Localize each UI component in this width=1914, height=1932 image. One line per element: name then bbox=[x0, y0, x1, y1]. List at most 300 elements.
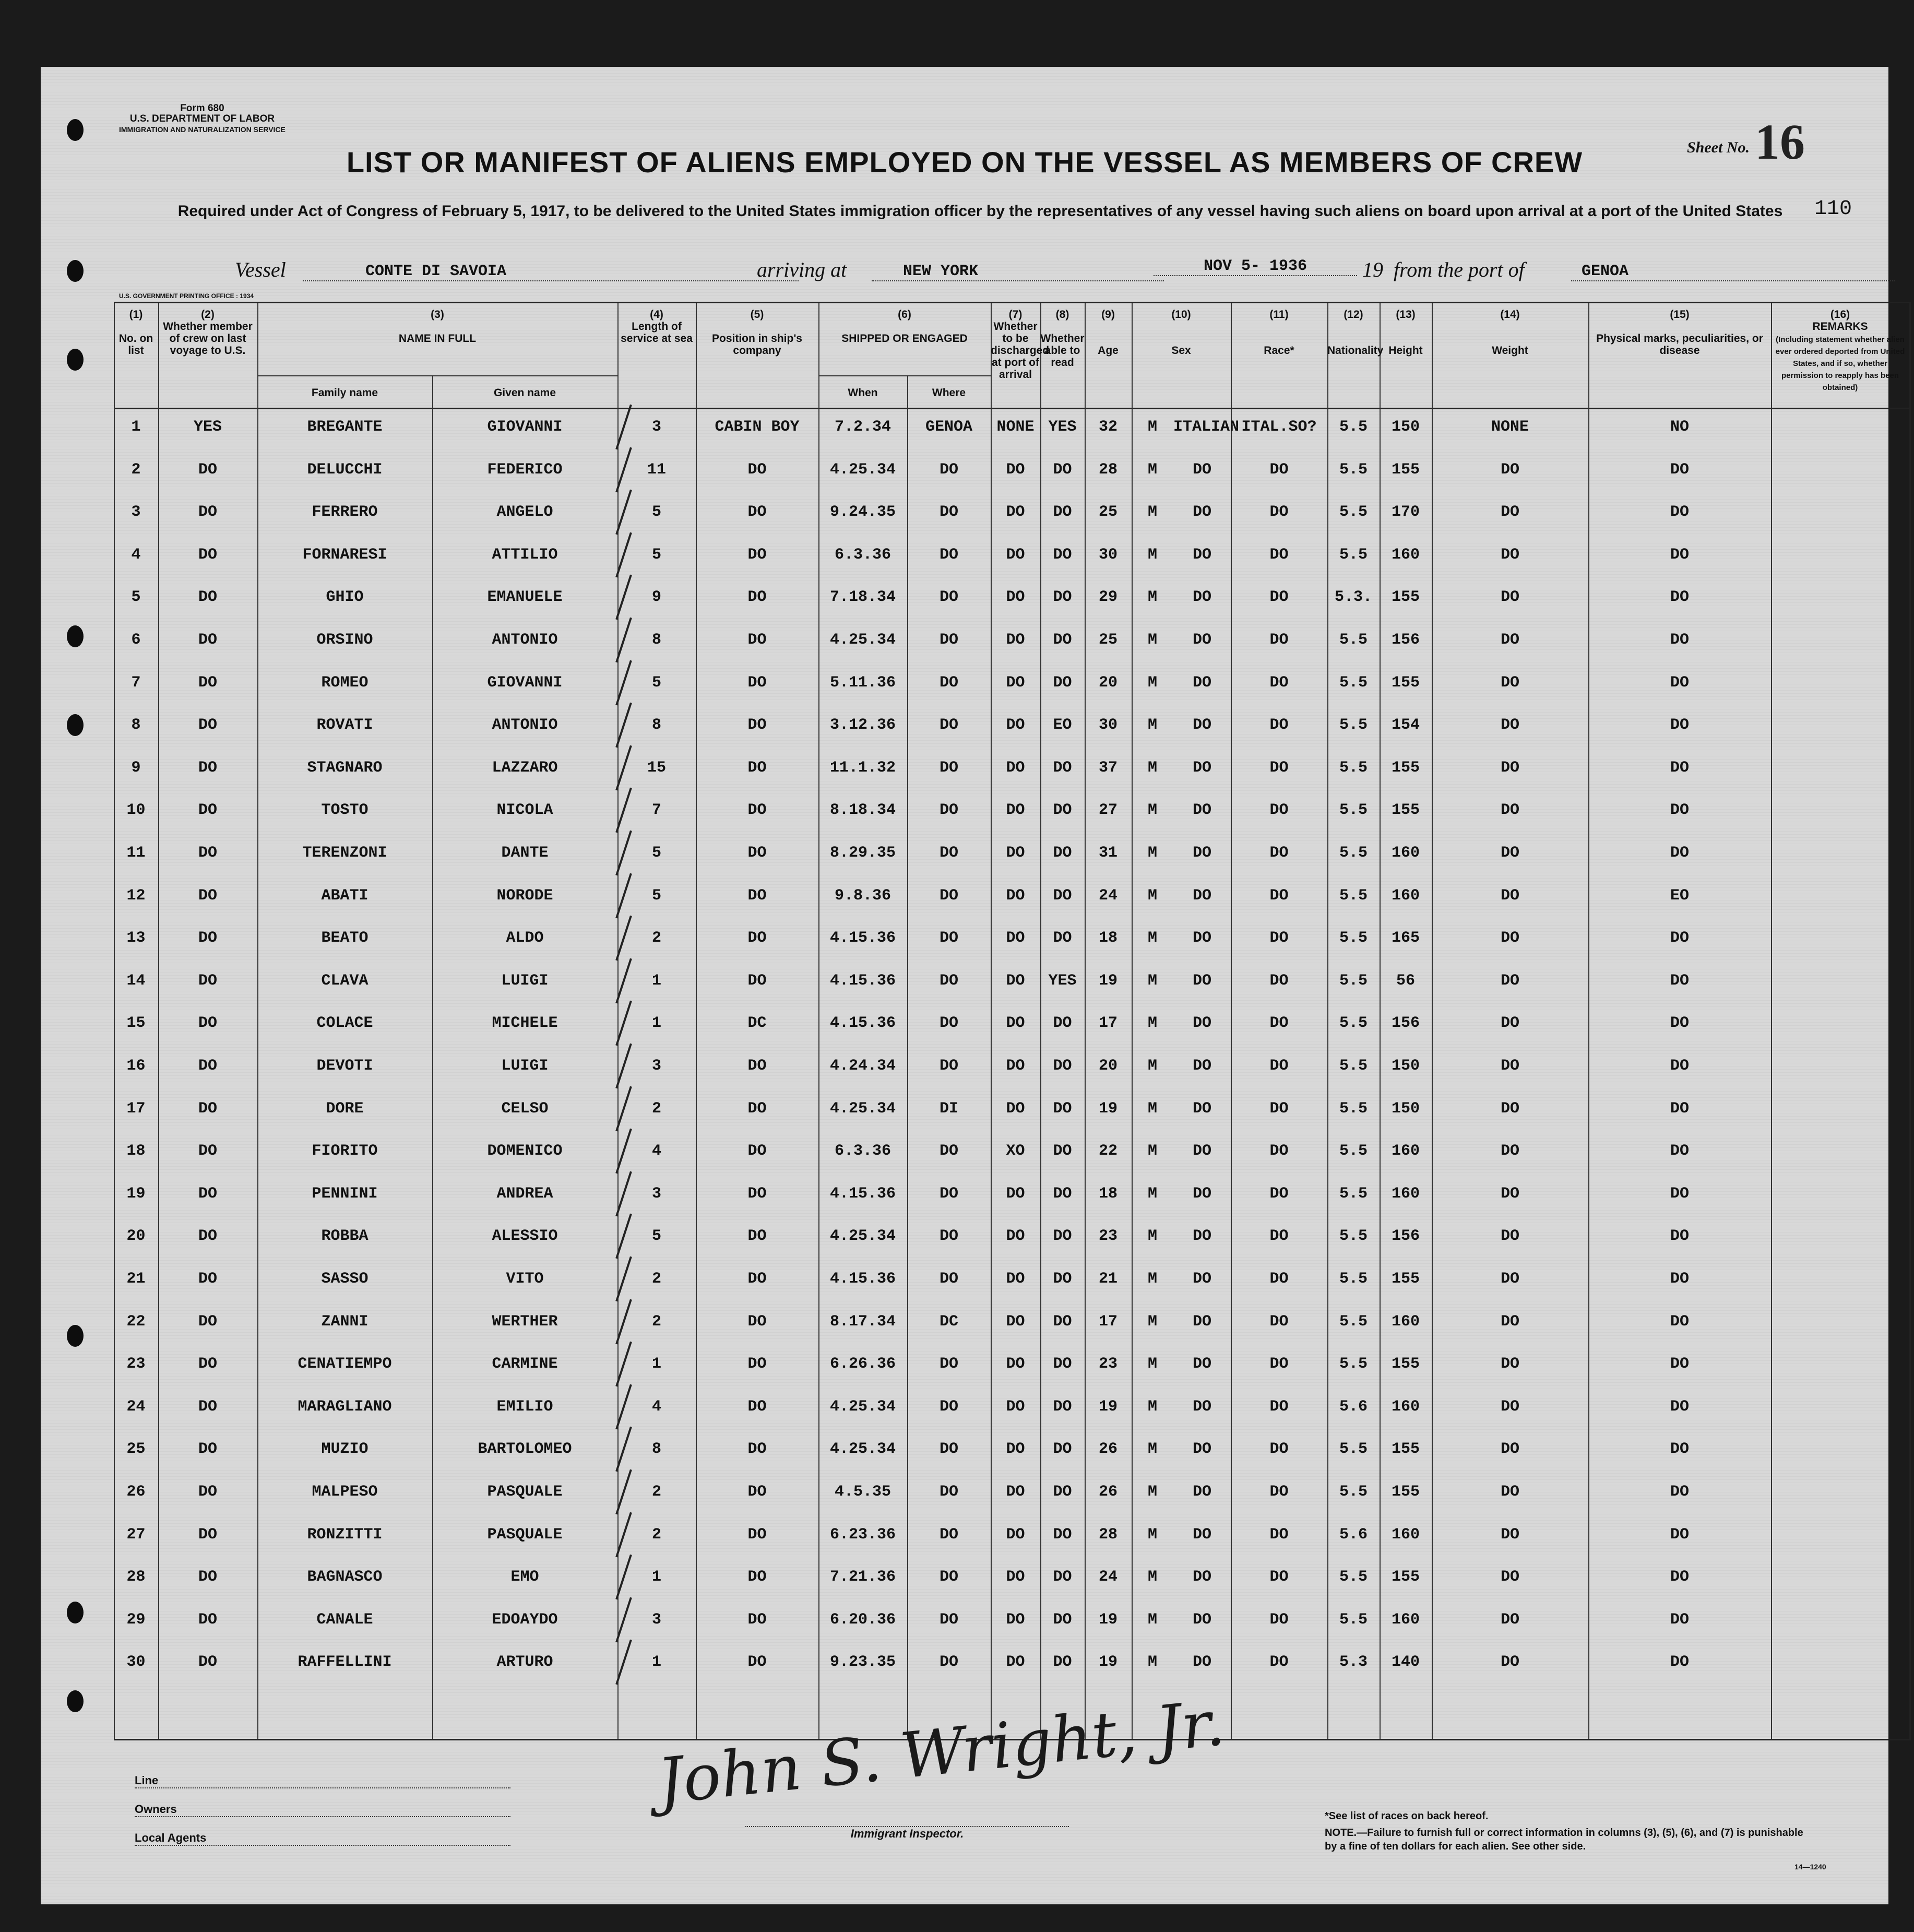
family-name: BEATO bbox=[321, 929, 368, 947]
row-number: 9 bbox=[131, 758, 141, 777]
nationality: DO bbox=[1269, 886, 1289, 905]
race: DO bbox=[1192, 1568, 1211, 1586]
family-name: CLAVA bbox=[321, 971, 368, 990]
nationality: DO bbox=[1269, 1397, 1289, 1416]
remarks: DO bbox=[1670, 1483, 1689, 1501]
family-name: FIORITO bbox=[312, 1142, 378, 1160]
nationality: DO bbox=[1269, 588, 1289, 607]
sex: M bbox=[1147, 1483, 1157, 1501]
remarks: EO bbox=[1670, 886, 1689, 905]
height: 5.5 bbox=[1339, 1355, 1368, 1373]
printing-note: U.S. GOVERNMENT PRINTING OFFICE : 1934 bbox=[119, 292, 254, 300]
shipped-where: DO bbox=[939, 716, 958, 734]
prior-crew: DO bbox=[198, 631, 217, 649]
position: CABIN BOY bbox=[715, 418, 800, 436]
nationality: DO bbox=[1269, 1270, 1289, 1288]
service-years: 4 bbox=[651, 1397, 661, 1416]
remarks: DO bbox=[1670, 1312, 1689, 1331]
age: 28 bbox=[1098, 1525, 1118, 1544]
can-read: DO bbox=[1053, 1099, 1072, 1118]
height: 5.5 bbox=[1339, 1312, 1368, 1331]
remarks: DO bbox=[1670, 673, 1689, 692]
sex: M bbox=[1147, 1653, 1157, 1672]
weight: 155 bbox=[1391, 460, 1420, 479]
col-label-read: Whether able to read bbox=[1040, 333, 1085, 369]
shipped-when: 4.15.36 bbox=[829, 929, 896, 947]
table-row bbox=[114, 499, 1909, 542]
service-years: 15 bbox=[647, 758, 666, 777]
shipped-where: DO bbox=[939, 1014, 958, 1033]
age: 19 bbox=[1098, 1653, 1118, 1672]
prior-crew: DO bbox=[198, 1014, 217, 1033]
physical-marks: DO bbox=[1500, 1014, 1519, 1033]
can-read: DO bbox=[1053, 1312, 1072, 1331]
race: ITALIAN bbox=[1173, 418, 1240, 436]
discharged: DO bbox=[1006, 971, 1025, 990]
table-row bbox=[114, 755, 1909, 798]
row-number: 29 bbox=[126, 1610, 146, 1629]
given-name: NICOLA bbox=[496, 801, 553, 820]
weight: 155 bbox=[1391, 1355, 1420, 1373]
prior-crew: DO bbox=[198, 546, 217, 564]
sex: M bbox=[1147, 1270, 1157, 1288]
nationality: DO bbox=[1269, 546, 1289, 564]
discharged: DO bbox=[1006, 1099, 1025, 1118]
position: DO bbox=[747, 1227, 767, 1246]
row-number: 25 bbox=[126, 1440, 146, 1459]
weight: 155 bbox=[1391, 1270, 1420, 1288]
physical-marks: DO bbox=[1500, 546, 1519, 564]
can-read: DO bbox=[1053, 1014, 1072, 1033]
given-name: EMILIO bbox=[496, 1397, 553, 1416]
position: DO bbox=[747, 1099, 767, 1118]
punch-hole-icon bbox=[67, 1325, 84, 1347]
col-label-age: Age bbox=[1098, 345, 1119, 357]
inspector-signature: John S. Wright, Jr. bbox=[654, 1687, 1228, 1819]
nationality: ITAL.SO? bbox=[1241, 418, 1317, 436]
age: 20 bbox=[1098, 673, 1118, 692]
age: 26 bbox=[1098, 1440, 1118, 1459]
physical-marks: DO bbox=[1500, 1227, 1519, 1246]
row-number: 18 bbox=[126, 1142, 146, 1160]
weight: 156 bbox=[1391, 1014, 1420, 1033]
col-label-family: Family name bbox=[311, 387, 378, 399]
prior-crew: DO bbox=[198, 1270, 217, 1288]
discharged: DO bbox=[1006, 588, 1025, 607]
shipped-where: DO bbox=[939, 886, 958, 905]
discharged: DO bbox=[1006, 1525, 1025, 1544]
weight: 160 bbox=[1391, 546, 1420, 564]
row-number: 14 bbox=[126, 971, 146, 990]
row-number: 23 bbox=[126, 1355, 146, 1373]
shipped-when: 4.25.34 bbox=[829, 460, 896, 479]
can-read: DO bbox=[1053, 631, 1072, 649]
height: 5.5 bbox=[1339, 1142, 1368, 1160]
position: DO bbox=[747, 929, 767, 947]
shipped-when: 4.15.36 bbox=[829, 1184, 896, 1203]
row-number: 28 bbox=[126, 1568, 146, 1586]
weight: 160 bbox=[1391, 1397, 1420, 1416]
remarks: DO bbox=[1670, 1568, 1689, 1586]
can-read: DO bbox=[1053, 758, 1072, 777]
shipped-where: DO bbox=[939, 1525, 958, 1544]
shipped-where: DO bbox=[939, 1653, 958, 1672]
shipped-when: 6.3.36 bbox=[834, 1142, 891, 1160]
race: DO bbox=[1192, 971, 1211, 990]
family-name: RONZITTI bbox=[307, 1525, 383, 1544]
col-num-16: (16) bbox=[1830, 309, 1850, 321]
can-read: DO bbox=[1053, 1142, 1072, 1160]
race: DO bbox=[1192, 929, 1211, 947]
weight: 155 bbox=[1391, 1440, 1420, 1459]
family-name: MALPESO bbox=[312, 1483, 378, 1501]
age: 37 bbox=[1098, 758, 1118, 777]
height: 5.5 bbox=[1339, 1610, 1368, 1629]
discharged: DO bbox=[1006, 546, 1025, 564]
prior-crew: YES bbox=[193, 418, 222, 436]
age: 26 bbox=[1098, 1483, 1118, 1501]
shipped-when: 6.23.36 bbox=[829, 1525, 896, 1544]
can-read: DO bbox=[1053, 1057, 1072, 1075]
discharged: DO bbox=[1006, 1653, 1025, 1672]
shipped-when: 5.11.36 bbox=[829, 673, 896, 692]
race: DO bbox=[1192, 1525, 1211, 1544]
nationality: DO bbox=[1269, 716, 1289, 734]
age: 19 bbox=[1098, 971, 1118, 990]
vessel-line bbox=[235, 257, 1738, 289]
age: 24 bbox=[1098, 886, 1118, 905]
nationality: DO bbox=[1269, 1483, 1289, 1501]
family-name: ABATI bbox=[321, 886, 368, 905]
given-name: MICHELE bbox=[492, 1014, 558, 1033]
sex: M bbox=[1147, 716, 1157, 734]
age: 17 bbox=[1098, 1014, 1118, 1033]
service-years: 9 bbox=[651, 588, 661, 607]
prior-crew: DO bbox=[198, 886, 217, 905]
height: 5.5 bbox=[1339, 716, 1368, 734]
shipped-when: 4.15.36 bbox=[829, 1014, 896, 1033]
department-name: U.S. DEPARTMENT OF LABOR bbox=[129, 113, 275, 124]
col-num-4: (4) bbox=[650, 309, 663, 321]
remarks: DO bbox=[1670, 1227, 1689, 1246]
physical-marks: DO bbox=[1500, 1397, 1519, 1416]
physical-marks: DO bbox=[1500, 971, 1519, 990]
prior-crew: DO bbox=[198, 844, 217, 862]
height: 5.5 bbox=[1339, 801, 1368, 820]
service-years: 5 bbox=[651, 844, 661, 862]
position: DO bbox=[747, 1653, 767, 1672]
remarks: DO bbox=[1670, 1525, 1689, 1544]
service-years: 4 bbox=[651, 1142, 661, 1160]
crew-manifest-table bbox=[114, 302, 1911, 1740]
prior-crew: DO bbox=[198, 1610, 217, 1629]
table-row bbox=[114, 627, 1909, 670]
can-read: DO bbox=[1053, 1610, 1072, 1629]
shipped-where: DO bbox=[939, 503, 958, 521]
physical-marks: DO bbox=[1500, 1184, 1519, 1203]
weight: 160 bbox=[1391, 1312, 1420, 1331]
weight: 156 bbox=[1391, 631, 1420, 649]
physical-marks: DO bbox=[1500, 673, 1519, 692]
table-row bbox=[114, 414, 1909, 457]
row-number: 4 bbox=[131, 546, 141, 564]
shipped-where: DO bbox=[939, 1610, 958, 1629]
height: 5.3 bbox=[1339, 1653, 1368, 1672]
height: 5.5 bbox=[1339, 1184, 1368, 1203]
height: 5.5 bbox=[1339, 886, 1368, 905]
discharged: DO bbox=[1006, 631, 1025, 649]
remarks: DO bbox=[1670, 1099, 1689, 1118]
shipped-when: 8.17.34 bbox=[829, 1312, 896, 1331]
height: 5.6 bbox=[1339, 1525, 1368, 1544]
prior-crew: DO bbox=[198, 801, 217, 820]
physical-marks: DO bbox=[1500, 1142, 1519, 1160]
given-name: DOMENICO bbox=[487, 1142, 563, 1160]
shipped-when: 4.25.34 bbox=[829, 1099, 896, 1118]
col-label-crew: Whether member of crew on last voyage to U.S. bbox=[163, 321, 253, 357]
service-years: 1 bbox=[651, 1568, 661, 1586]
can-read: DO bbox=[1053, 546, 1072, 564]
table-row bbox=[114, 1564, 1909, 1607]
given-name: EMO bbox=[510, 1568, 539, 1586]
given-name: ANGELO bbox=[496, 503, 553, 521]
height: 5.5 bbox=[1339, 631, 1368, 649]
service-years: 5 bbox=[651, 503, 661, 521]
row-number: 2 bbox=[131, 460, 141, 479]
sex: M bbox=[1147, 1312, 1157, 1331]
given-name: VITO bbox=[506, 1270, 544, 1288]
sex: M bbox=[1147, 886, 1157, 905]
family-name: CANALE bbox=[316, 1610, 373, 1629]
position: DO bbox=[747, 758, 767, 777]
row-number: 1 bbox=[131, 418, 141, 436]
discharged: DO bbox=[1006, 1483, 1025, 1501]
shipped-where: DO bbox=[939, 1270, 958, 1288]
position: DO bbox=[747, 971, 767, 990]
row-number: 30 bbox=[126, 1653, 146, 1672]
prior-crew: DO bbox=[198, 1099, 217, 1118]
service-years: 11 bbox=[647, 460, 666, 479]
row-number: 16 bbox=[126, 1057, 146, 1075]
position: DO bbox=[747, 1057, 767, 1075]
page-subtitle: Required under Act of Congress of February 5, 1917, to be delivered to the United States immigration officer by the representatives of any vessel having such aliens on board upon arrival at a port of the United States bbox=[177, 203, 1783, 220]
service-years: 3 bbox=[651, 1610, 661, 1629]
row-number: 8 bbox=[131, 716, 141, 734]
prior-crew: DO bbox=[198, 929, 217, 947]
line-field: Line bbox=[135, 1774, 510, 1788]
shipped-where: DO bbox=[939, 1184, 958, 1203]
race: DO bbox=[1192, 588, 1211, 607]
service-years: 1 bbox=[651, 1014, 661, 1033]
remarks: DO bbox=[1670, 844, 1689, 862]
service-years: 2 bbox=[651, 1525, 661, 1544]
shipped-where: DO bbox=[939, 1142, 958, 1160]
physical-marks: DO bbox=[1500, 1355, 1519, 1373]
race: DO bbox=[1192, 1099, 1211, 1118]
remarks: DO bbox=[1670, 1142, 1689, 1160]
shipped-when: 6.26.36 bbox=[829, 1355, 896, 1373]
nationality: DO bbox=[1269, 503, 1289, 521]
remarks: DO bbox=[1670, 546, 1689, 564]
position: DC bbox=[747, 1014, 767, 1033]
punch-hole-icon bbox=[67, 625, 84, 647]
family-name: PENNINI bbox=[312, 1184, 378, 1203]
shipped-where: DO bbox=[939, 673, 958, 692]
row-number: 27 bbox=[126, 1525, 146, 1544]
family-name: ROBBA bbox=[321, 1227, 368, 1246]
given-name: BARTOLOMEO bbox=[478, 1440, 572, 1459]
sex: M bbox=[1147, 418, 1157, 436]
remarks: DO bbox=[1670, 1057, 1689, 1075]
sex: M bbox=[1147, 1227, 1157, 1246]
sex: M bbox=[1147, 1610, 1157, 1629]
age: 30 bbox=[1098, 546, 1118, 564]
weight: 155 bbox=[1391, 673, 1420, 692]
arriving-port: NEW YORK bbox=[872, 263, 1164, 281]
age: 23 bbox=[1098, 1355, 1118, 1373]
discharged: DO bbox=[1006, 1184, 1025, 1203]
remarks: DO bbox=[1670, 588, 1689, 607]
height: 5.5 bbox=[1339, 844, 1368, 862]
table-row bbox=[114, 925, 1909, 968]
discharged: DO bbox=[1006, 1440, 1025, 1459]
weight: 156 bbox=[1391, 1227, 1420, 1246]
physical-marks: DO bbox=[1500, 886, 1519, 905]
discharged: DO bbox=[1006, 1227, 1025, 1246]
physical-marks: DO bbox=[1500, 1653, 1519, 1672]
sex: M bbox=[1147, 929, 1157, 947]
row-number: 11 bbox=[126, 844, 146, 862]
family-name: CENATIEMPO bbox=[298, 1355, 392, 1373]
position: DO bbox=[747, 1355, 767, 1373]
service-years: 1 bbox=[651, 971, 661, 990]
weight: 150 bbox=[1391, 1057, 1420, 1075]
nationality: DO bbox=[1269, 631, 1289, 649]
service-name: IMMIGRATION AND NATURALIZATION SERVICE bbox=[119, 125, 286, 134]
nationality: DO bbox=[1269, 971, 1289, 990]
col-num-9: (9) bbox=[1101, 309, 1115, 321]
position: DO bbox=[747, 673, 767, 692]
family-name: ROMEO bbox=[321, 673, 368, 692]
given-name: GIOVANNI bbox=[487, 673, 563, 692]
row-number: 12 bbox=[126, 886, 146, 905]
shipped-where: DO bbox=[939, 546, 958, 564]
nationality: DO bbox=[1269, 1653, 1289, 1672]
weight: 160 bbox=[1391, 1610, 1420, 1629]
prior-crew: DO bbox=[198, 1142, 217, 1160]
shipped-when: 7.2.34 bbox=[834, 418, 891, 436]
physical-marks: DO bbox=[1500, 1610, 1519, 1629]
family-name: ROVATI bbox=[316, 716, 373, 734]
shipped-where: DC bbox=[939, 1312, 958, 1331]
sex: M bbox=[1147, 971, 1157, 990]
family-name: ORSINO bbox=[316, 631, 373, 649]
prior-crew: DO bbox=[198, 1355, 217, 1373]
shipped-when: 4.25.34 bbox=[829, 631, 896, 649]
row-number: 13 bbox=[126, 929, 146, 947]
sex: M bbox=[1147, 1397, 1157, 1416]
service-years: 5 bbox=[651, 673, 661, 692]
sex: M bbox=[1147, 1142, 1157, 1160]
given-name: PASQUALE bbox=[487, 1525, 563, 1544]
nationality: DO bbox=[1269, 1057, 1289, 1075]
sex: M bbox=[1147, 1355, 1157, 1373]
prior-crew: DO bbox=[198, 460, 217, 479]
given-name: DANTE bbox=[501, 844, 549, 862]
discharged: DO bbox=[1006, 929, 1025, 947]
age: 24 bbox=[1098, 1568, 1118, 1586]
shipped-when: 11.1.32 bbox=[829, 758, 896, 777]
discharged: NONE bbox=[996, 418, 1035, 436]
physical-marks: DO bbox=[1500, 588, 1519, 607]
given-name: PASQUALE bbox=[487, 1483, 563, 1501]
discharged: DO bbox=[1006, 758, 1025, 777]
age: 31 bbox=[1098, 844, 1118, 862]
shipped-where: DO bbox=[939, 1440, 958, 1459]
family-name: ZANNI bbox=[321, 1312, 368, 1331]
col-label-weight: Weight bbox=[1492, 345, 1528, 357]
page-number: 110 bbox=[1814, 197, 1852, 221]
discharged: DO bbox=[1006, 801, 1025, 820]
col-label-position: Position in ship's company bbox=[711, 333, 802, 357]
can-read: DO bbox=[1053, 1355, 1072, 1373]
age: 29 bbox=[1098, 588, 1118, 607]
remarks: DO bbox=[1670, 801, 1689, 820]
family-name: DELUCCHI bbox=[307, 460, 383, 479]
family-name: BAGNASCO bbox=[307, 1568, 383, 1586]
discharged: DO bbox=[1006, 886, 1025, 905]
family-name: DEVOTI bbox=[316, 1057, 373, 1075]
shipped-where: DO bbox=[939, 971, 958, 990]
table-row bbox=[114, 1607, 1909, 1650]
table-row bbox=[114, 1436, 1909, 1479]
weight: 160 bbox=[1391, 1525, 1420, 1544]
row-number: 21 bbox=[126, 1270, 146, 1288]
table-row bbox=[114, 712, 1909, 755]
age: 20 bbox=[1098, 1057, 1118, 1075]
height: 5.5 bbox=[1339, 673, 1368, 692]
sex: M bbox=[1147, 1440, 1157, 1459]
weight: 160 bbox=[1391, 844, 1420, 862]
given-name: ARTURO bbox=[496, 1653, 553, 1672]
shipped-where: DO bbox=[939, 1568, 958, 1586]
col-num-6: (6) bbox=[898, 309, 911, 321]
position: DO bbox=[747, 631, 767, 649]
discharged: XO bbox=[1006, 1142, 1025, 1160]
row-number: 6 bbox=[131, 631, 141, 649]
nationality: DO bbox=[1269, 1099, 1289, 1118]
service-years: 5 bbox=[651, 886, 661, 905]
shipped-when: 4.5.35 bbox=[834, 1483, 891, 1501]
remarks: DO bbox=[1670, 631, 1689, 649]
race: DO bbox=[1192, 1397, 1211, 1416]
page-title: LIST OR MANIFEST OF ALIENS EMPLOYED ON THE VESSEL AS MEMBERS OF CREW bbox=[346, 146, 1583, 179]
can-read: DO bbox=[1053, 801, 1072, 820]
col-num-12: (12) bbox=[1344, 309, 1363, 321]
race: DO bbox=[1192, 631, 1211, 649]
prior-crew: DO bbox=[198, 503, 217, 521]
table-row bbox=[114, 1223, 1909, 1266]
vessel-label: Vessel bbox=[235, 258, 286, 281]
col-label-nationality: Nationality bbox=[1327, 345, 1384, 357]
weight: 160 bbox=[1391, 1184, 1420, 1203]
service-years: 3 bbox=[651, 1184, 661, 1203]
height: 5.5 bbox=[1339, 546, 1368, 564]
remarks: DO bbox=[1670, 716, 1689, 734]
given-name: LUIGI bbox=[501, 1057, 549, 1075]
table-row bbox=[114, 1181, 1909, 1224]
position: DO bbox=[747, 503, 767, 521]
